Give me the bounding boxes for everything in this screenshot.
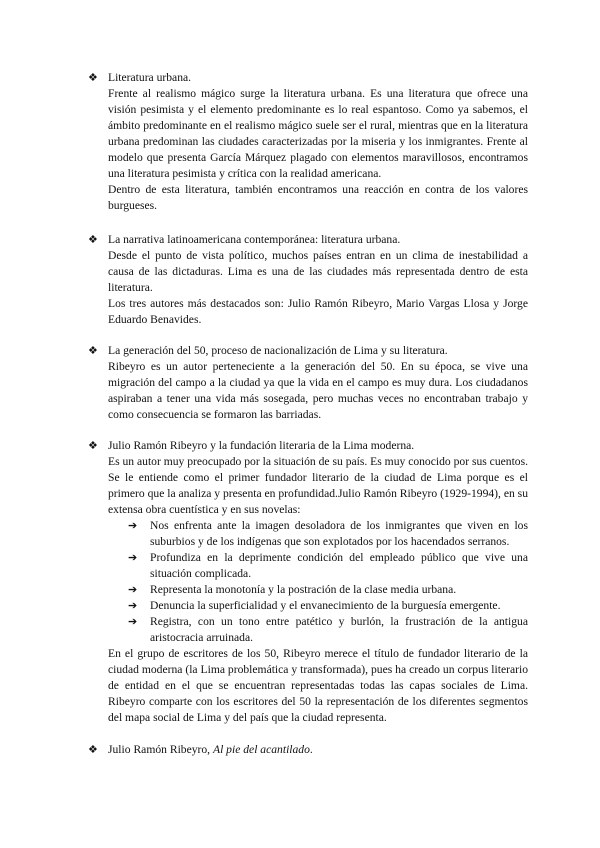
heading-suffix: . xyxy=(309,743,313,756)
diamond-bullet-icon: ❖ xyxy=(88,72,98,84)
section-intro xyxy=(108,454,528,518)
section-heading: La generación del 50, proceso de nacionalización de Lima y su literatura. xyxy=(108,344,448,357)
list-item xyxy=(128,582,528,598)
paragraph: Ribeyro es un autor perteneciente a la generación del 50. En su época, se vive una migración del campo a la ciudad ya que la vida en el campo es muy dura. Los ciudadanos aspiraban a tener una vida más sosegada, pero muchas veces no encontraban trabajo y como consecuencia se formaron las barriadas. xyxy=(108,360,528,421)
section-narrativa-contemporanea xyxy=(88,232,528,328)
book-title: Al pie del acantilado xyxy=(212,743,310,756)
arrow-bullet-icon: ➔ xyxy=(128,552,138,564)
list-item-text: Representa la monotonía y la postración de la clase media urbana. xyxy=(150,583,457,596)
section-heading: La narrativa latinoamericana contemporánea: literatura urbana. xyxy=(108,233,401,246)
list-item-text: Nos enfrenta ante la imagen desoladora de los inmigrantes que viven en los suburbios y de los indígenas que son explotados por los hacendados serranos. xyxy=(150,519,528,548)
paragraph: En el grupo de escritores de los 50, Ribeyro merece el título de fundador literario de la ciudad moderna (la Lima problemática y transformada), pues ha creado un corpus literario de entidad en el que se encuentran representadas todas las capas sociales de Lima. Ribeyro comparte con los escritores del 50 la representación de los diferentes segmentos del mapa social de Lima y del país que la ciudad representa. xyxy=(108,647,528,724)
paragraph: Desde el punto de vista político, muchos países entran en un clima de inestabilidad a causa de las dictaduras. Lima es una de las ciudades más representada dentro de esta literatura. xyxy=(108,249,528,294)
list-item xyxy=(128,550,528,582)
diamond-bullet-icon: ❖ xyxy=(88,440,98,452)
section-literatura-urbana xyxy=(88,70,528,214)
heading-prefix: Julio Ramón Ribeyro, xyxy=(108,743,213,756)
section-heading: Julio Ramón Ribeyro y la fundación literaria de la Lima moderna. xyxy=(108,439,415,452)
section-body xyxy=(108,248,528,328)
section-al-pie-del-acantilado xyxy=(88,742,528,758)
paragraph: Dentro de esta literatura, también encontramos una reacción en contra de los valores burgueses. xyxy=(108,183,528,212)
paragraph: Frente al realismo mágico surge la literatura urbana. Es una literatura que ofrece una visión pesimista y el elemento predominante es lo real espantoso. Como ya sabemos, el ámbito predominante en el realismo mágico suele ser el rural, mientras que en la literatura urbana predominan las ciudades caracterizadas por la miseria y los inmigrantes. Frente al modelo que presenta García Márquez plagado con elementos maravillosos, encontramos una literatura pesimista y crítica con la realidad americana. xyxy=(108,87,528,180)
section-generacion-50 xyxy=(88,343,528,423)
diamond-bullet-icon: ❖ xyxy=(88,234,98,246)
arrow-bullet-icon: ➔ xyxy=(128,520,138,532)
section-outro xyxy=(108,646,528,726)
section-ribeyro-lima-moderna xyxy=(88,438,528,726)
list-item-text: Denuncia la superficialidad y el envanecimiento de la burguesía emergente. xyxy=(150,599,501,612)
arrow-bullet-icon: ➔ xyxy=(128,600,138,612)
diamond-bullet-icon: ❖ xyxy=(88,345,98,357)
section-heading: Literatura urbana. xyxy=(108,71,192,84)
list-item xyxy=(128,598,528,614)
arrow-bullet-icon: ➔ xyxy=(128,584,138,596)
list-item xyxy=(128,518,528,550)
paragraph: Es un autor muy preocupado por la situación de su país. Es muy conocido por sus cuentos. Se le entiende como el primer fundador literario de la ciudad de Lima porque es el primero que la analiza y presenta en profundidad.Julio Ramón Ribeyro (1929-1994), en su extensa obra cuentística y en sus novelas: xyxy=(108,455,528,516)
list-item-text: Profundiza en la deprimente condición del empleado público que vive una situación complicada. xyxy=(150,551,528,580)
section-heading xyxy=(108,742,528,758)
list-item xyxy=(128,614,528,646)
list-item-text: Registra, con un tono entre patético y burlón, la frustración de la antigua aristocracia arruinada. xyxy=(150,615,528,644)
section-body xyxy=(108,86,528,214)
arrow-list xyxy=(128,518,528,646)
section-body xyxy=(108,359,528,423)
diamond-bullet-icon: ❖ xyxy=(88,744,98,756)
paragraph: Los tres autores más destacados son: Julio Ramón Ribeyro, Mario Vargas Llosa y Jorge Eduardo Benavides. xyxy=(108,297,528,326)
arrow-bullet-icon: ➔ xyxy=(128,616,138,628)
